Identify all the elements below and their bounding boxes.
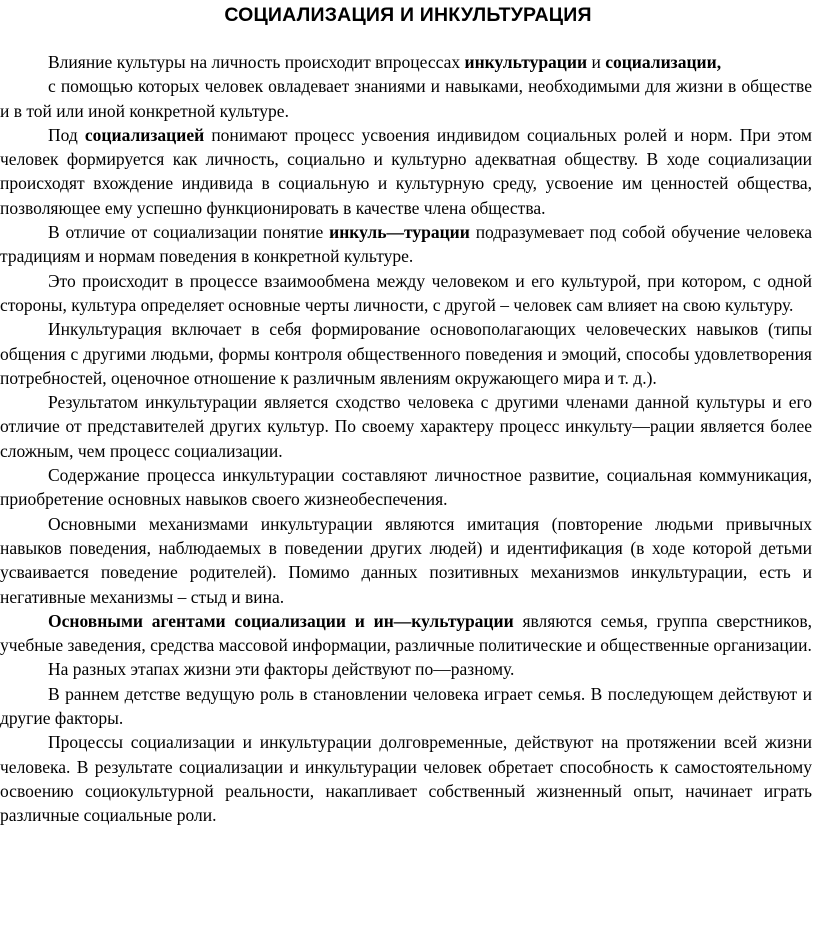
paragraph-1-text-c: и	[587, 52, 606, 72]
term-socialization-definition: социализацией	[84, 124, 205, 145]
paragraph-12: В раннем детстве ведущую роль в становлении человека играет семья. В последующем действуют и другие факторы.	[0, 683, 812, 729]
paragraph-9: Основными механизмами инкультурации являются имитация (повторение людьми привычных навыков поведения, наблюдаемых в поведении других людей) и идентификация (в ходе которой детьми усваивается поведение родителей). Помимо данных позитивных механизмов инкультурации, есть и негативные механизмы – стыд и вина.	[0, 513, 812, 607]
paragraph-1	[0, 50, 812, 74]
paragraph-3-text-a: Под	[48, 124, 85, 145]
paragraph-4	[0, 220, 812, 269]
paragraph-10-text-b: являются семья, группа сверстников, учебные заведения, средства массовой информации, различные политические и общественные организации.	[0, 610, 812, 656]
term-inculturation-definition: инкуль—турации	[329, 222, 470, 243]
paragraph-10	[0, 609, 812, 658]
paragraph-4-text-c: подразумевает под собой обучение человека традициям и нормам поведения в конкретной культуре.	[0, 222, 812, 267]
paragraph-11: На разных этапах жизни эти факторы действуют по—разному.	[48, 659, 515, 680]
paragraph-7: Результатом инкультурации является сходство человека с другими членами данной культуры и его отличие от представителей других культур. По своему характеру процесс инкульту—рации является более сложным, чем процесс социализации.	[0, 392, 812, 461]
paragraph-13: Процессы социализации и инкультурации долговременные, действуют на протяжении всей жизни человека. В результате социализации и инкультурации человек обретает способность к самостоятельному освоению социокультурной реальности, накапливает собственный жизненный опыт, начинает играть различные социальные роли.	[0, 732, 812, 826]
paragraph-6: Инкультурация включает в себя формирование основополагающих человеческих навыков (типы общения с другими людьми, формы контроля общественного поведения и эмоций, способы удовлетворения потребностей, оценочное отношение к различным явлениям окружающего мира и т. д.).	[0, 319, 812, 388]
term-socialization: социализации,	[605, 52, 722, 72]
paragraph-3	[0, 123, 812, 220]
term-agents: Основными агентами социализации и ин—культурации	[48, 610, 514, 631]
paragraph-3-text-c: понимают процесс усвоения индивидом социальных ролей и норм. При этом человек формируется как личность, социально и культурно адекватная обществу. В ходе социализации происходят вхождение индивида в социальную и культурную среду, усвоение им ценностей общества, позволяющее ему успешно функционировать в качестве члена общества.	[0, 124, 812, 218]
page-title: СОЦИАЛИЗАЦИЯ И ИНКУЛЬТУРАЦИЯ	[224, 4, 592, 26]
paragraph-4-text-a: В отличие от социализации понятие	[48, 222, 330, 243]
paragraph-1-text-a: Влияние культуры на личность происходит впроцессах	[48, 52, 465, 72]
paragraph-2: с помощью которых человек овладевает знаниями и навыками, необходимыми для жизни в обществе и в той или иной конкретной культуре.	[0, 76, 812, 121]
document-body	[0, 50, 812, 828]
term-inculturation: инкультурации	[464, 52, 588, 72]
paragraph-5: Это происходит в процессе взаимообмена между человеком и его культурой, при котором, с одной стороны, культура определяет основные черты личности, с другой – человек сам влияет на свою культуру.	[0, 270, 812, 315]
paragraph-8: Содержание процесса инкультурации составляют личностное развитие, социальная коммуникация, приобретение основных навыков своего жизнеобеспечения.	[0, 465, 812, 510]
